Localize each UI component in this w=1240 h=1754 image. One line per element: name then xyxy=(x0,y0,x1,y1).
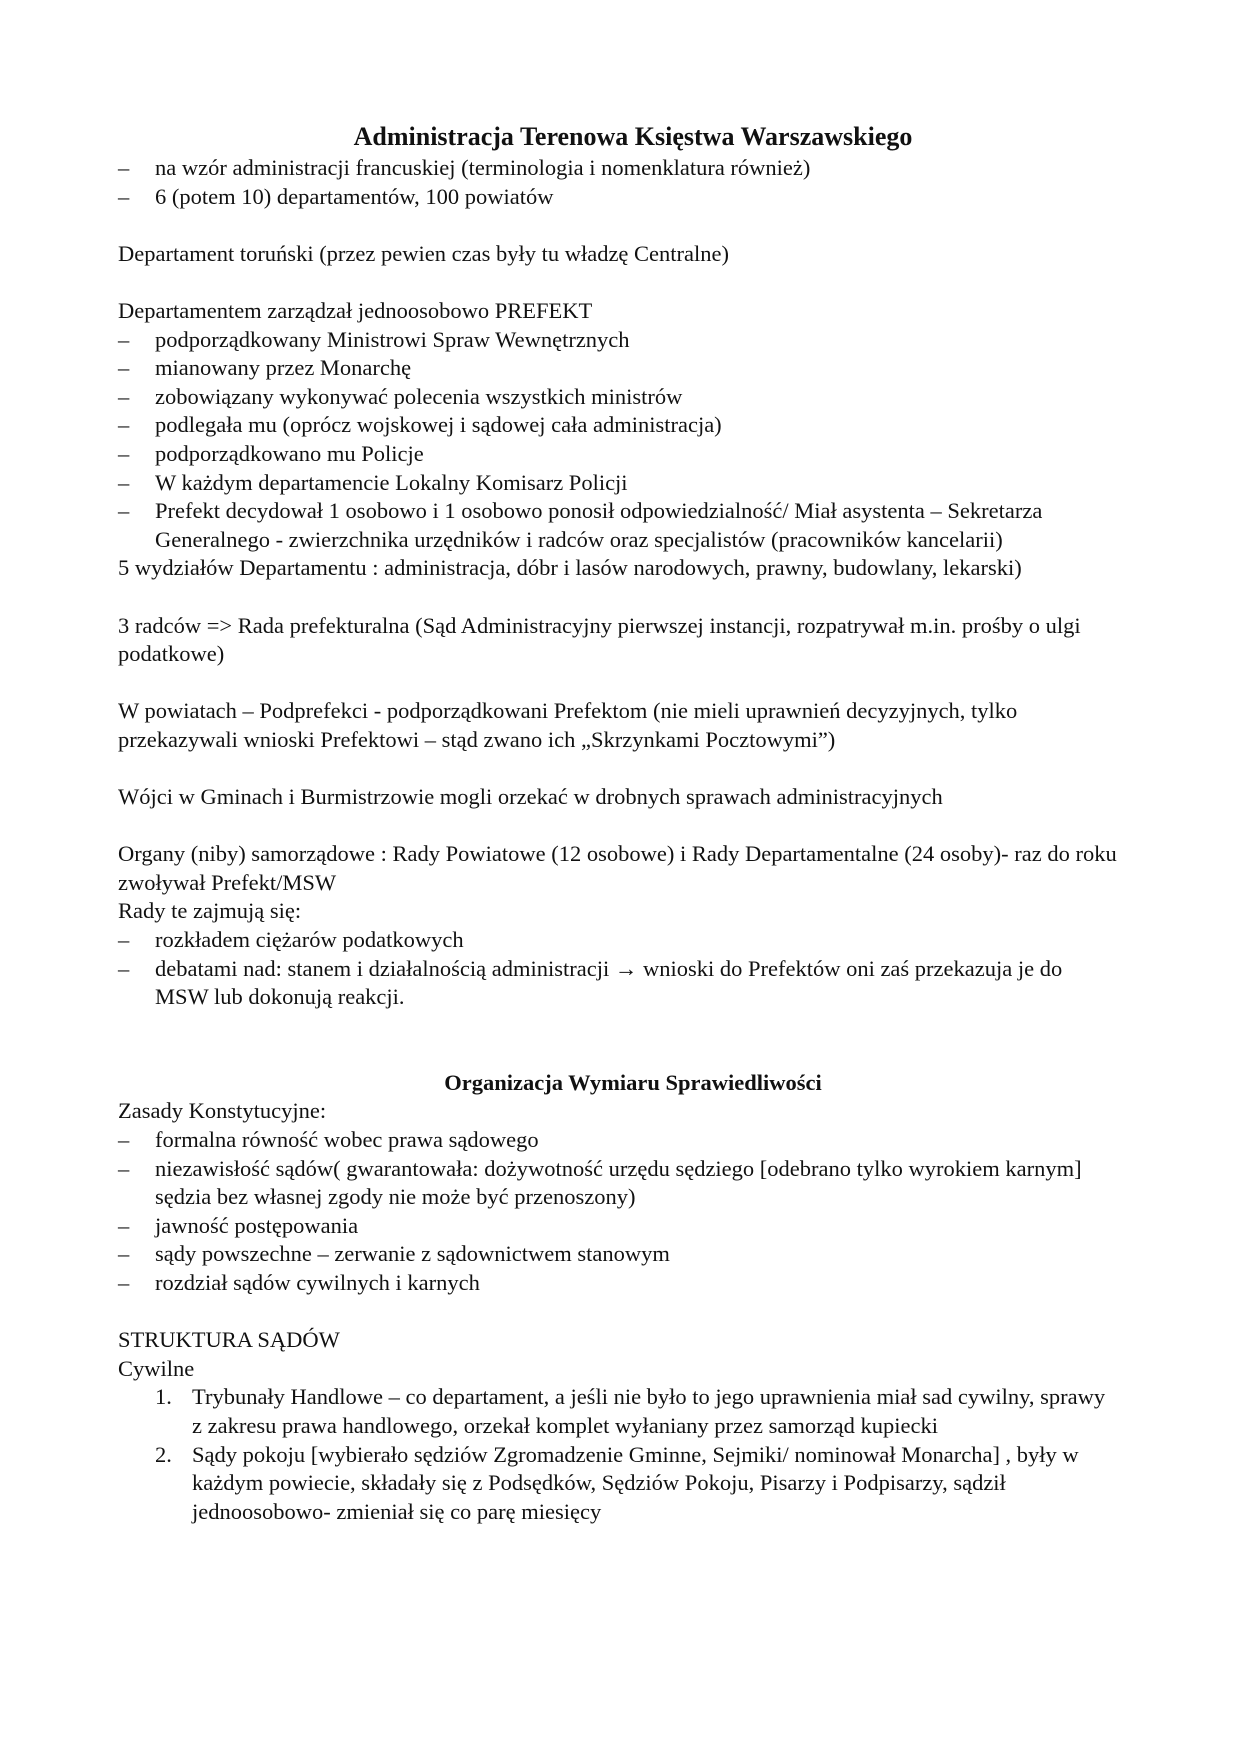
wojci-paragraph: Wójci w Gminach i Burmistrzowie mogli orzekać w drobnych sprawach administracyjnych xyxy=(118,784,943,810)
dash-mark: – xyxy=(118,440,130,466)
section-title: Organizacja Wymiaru Sprawiedliwości xyxy=(444,1069,822,1095)
spacer xyxy=(118,812,1118,841)
prefect-list xyxy=(118,326,1118,555)
spacer xyxy=(118,754,1118,783)
radcy-paragraph: 3 radców => Rada prefekturalna (Sąd Administracyjny pierwszej instancji, rozpatrywał m.in. prośby o ulgi podatkowe) xyxy=(118,612,1081,667)
dash-mark: – xyxy=(118,326,130,352)
spacer xyxy=(118,669,1118,698)
prefect-heading: Departamentem zarządzał jednoosobowo PREFEKT xyxy=(118,297,593,323)
list-item: – 6 (potem 10) departamentów, 100 powiatów xyxy=(118,183,1118,212)
spacer xyxy=(118,211,1118,240)
spacer xyxy=(118,583,1118,612)
list-number: 1. xyxy=(155,1384,172,1410)
dash-mark: – xyxy=(118,1127,130,1152)
dash-mark: – xyxy=(118,155,130,180)
list-item: – podporządkowany Ministrowi Spraw Wewnętrznych xyxy=(118,326,1118,355)
list-number: 2. xyxy=(155,1441,172,1467)
spacer xyxy=(118,268,1118,297)
list-item: – sądy powszechne – zerwanie z sądownictwem stanowym xyxy=(118,1240,1118,1269)
dash-mark: – xyxy=(118,1269,130,1295)
intro-list xyxy=(118,154,1118,211)
list-item: – Prefekt decydował 1 osobowo i 1 osobowo ponosił odpowiedzialność/ Miał asystenta – Sekretarza Generalnego - zwierzchnika urzędników i radców oraz specjalistów (pracowników kancelarii) xyxy=(118,498,1043,552)
struktura-heading: STRUKTURA SĄDÓW xyxy=(118,1327,340,1353)
list-item: 1. Trybunały Handlowe – co departament, a jeśli nie było to jego uprawnienia miał sad cywilny, sprawy z zakresu prawa handlowego, orzekał komplet wyłaniany przez samorząd kupiecki xyxy=(155,1384,1106,1438)
list-item: – rozdział sądów cywilnych i karnych xyxy=(118,1269,1118,1298)
spacer xyxy=(118,1298,1118,1327)
dash-mark: – xyxy=(118,469,130,495)
list-item: – formalna równość wobec prawa sądowego xyxy=(118,1126,1118,1155)
list-item: – W każdym departamencie Lokalny Komisarz Policji xyxy=(118,469,1118,498)
dash-mark: – xyxy=(118,183,130,209)
list-item: – debatami nad: stanem i działalnością administracji → wnioski do Prefektów oni zaś przekazuja je do MSW lub dokonują reakcji. xyxy=(118,955,1063,1010)
department-paragraph: Departament toruński (przez pewien czas były tu władzę Centralne) xyxy=(118,240,729,266)
cywilne-heading: Cywilne xyxy=(118,1355,195,1381)
dash-mark: – xyxy=(118,498,130,524)
list-item: – rozkładem ciężarów podatkowych xyxy=(118,926,1118,955)
dash-mark: – xyxy=(118,383,130,409)
dash-mark: – xyxy=(118,1241,130,1267)
document-title: Administracja Terenowa Księstwa Warszawskiego xyxy=(353,122,913,151)
rady-list xyxy=(118,926,1118,1012)
zasady-list xyxy=(118,1126,1118,1298)
organy-paragraph: Organy (niby) samorządowe : Rady Powiatowe (12 osobowe) i Rady Departamentalne (24 osoby)- raz do roku zwoływał Prefekt/MSW xyxy=(118,841,1117,895)
wydzialy-paragraph: 5 wydziałów Departamentu : administracja, dóbr i lasów narodowych, prawny, budowlany, lekarski) xyxy=(118,555,1022,581)
document-body xyxy=(118,120,1118,1526)
dash-mark: – xyxy=(118,355,130,381)
list-item: – jawność postępowania xyxy=(118,1212,1118,1241)
list-item: 2. Sądy pokoju [wybierało sędziów Zgromadzenie Gminne, Sejmiki/ nominował Monarcha] , były w każdym powiecie, składały się z Podsędków, Sędziów Pokoju, Pisarzy i Podpisarzy, sądził jednoosobowo- zmieniał się co parę miesięcy xyxy=(155,1441,1079,1524)
list-item: – na wzór administracji francuskiej (terminologia i nomenklatura również) xyxy=(118,154,1118,183)
dash-mark: – xyxy=(118,955,130,981)
dash-mark: – xyxy=(118,1155,130,1181)
dash-mark: – xyxy=(118,412,130,438)
list-item: – podporządkowano mu Policje xyxy=(118,440,1118,469)
dash-mark: – xyxy=(118,1212,130,1238)
list-item: – mianowany przez Monarchę xyxy=(118,354,1118,383)
zasady-heading: Zasady Konstytucyjne: xyxy=(118,1098,327,1124)
dash-mark: – xyxy=(118,927,130,953)
rady-heading: Rady te zajmują się: xyxy=(118,898,302,924)
cywilne-list xyxy=(118,1383,1118,1526)
list-item: – podlegała mu (oprócz wojskowej i sądowej cała administracja) xyxy=(118,411,1118,440)
powiaty-paragraph: W powiatach – Podprefekci - podporządkowani Prefektom (nie mieli uprawnień decyzyjnych, tylko przekazywali wnioski Prefektowi – stąd zwano ich „Skrzynkami Pocztowymi”) xyxy=(118,698,1018,752)
list-item: – zobowiązany wykonywać polecenia wszystkich ministrów xyxy=(118,383,1118,412)
spacer xyxy=(118,1012,1118,1069)
list-item: – niezawisłość sądów( gwarantowała: dożywotność urzędu sędziego [odebrano tylko wyrokiem karnym] sędzia bez własnej zgody nie może być przenoszony) xyxy=(118,1155,1082,1210)
